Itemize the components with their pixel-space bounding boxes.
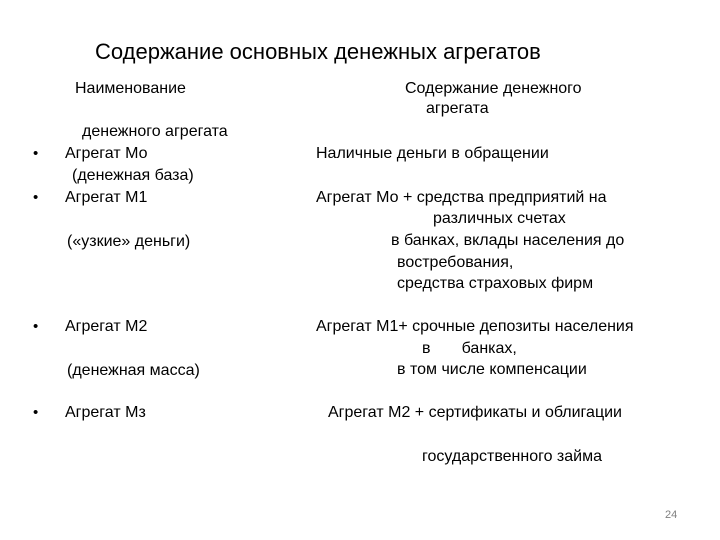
row-content-line: Агрегат Мо + средства предприятий на	[316, 189, 607, 206]
row-name: Агрегат М2	[65, 318, 148, 335]
row-content-line: в том числе компенсации	[397, 361, 587, 378]
row-content-line: Наличные деньги в обращении	[316, 145, 549, 162]
row-name: Агрегат Мз	[65, 404, 146, 421]
row-subtitle: (денежная масса)	[67, 362, 200, 379]
header-right-line2: агрегата	[426, 100, 489, 117]
bullet-icon: •	[33, 404, 39, 421]
row-name: Агрегат М1	[65, 189, 148, 206]
bullet-icon: •	[33, 145, 39, 162]
row-content-line: Агрегат М1+ срочные депозиты населения	[316, 318, 634, 335]
row-content-line: в банках, вклады населения до	[391, 232, 625, 249]
row-content-line: различных счетах	[433, 210, 566, 227]
row-content-line: востребования,	[397, 254, 514, 271]
row-subtitle: («узкие» деньги)	[67, 233, 191, 250]
bullet-icon: •	[33, 189, 39, 206]
header-left-line1: Наименование	[75, 80, 186, 97]
slide-title: Содержание основных денежных агрегатов	[95, 39, 541, 64]
row-content-line: в банках,	[422, 340, 517, 357]
page-number: 24	[665, 509, 678, 521]
row-content-line: Агрегат М2 + сертификаты и облигации	[328, 404, 622, 421]
header-right-line1: Содержание денежного	[405, 80, 582, 97]
row-content-line: государственного займа	[422, 448, 602, 465]
row-name: Агрегат Мо	[65, 145, 148, 162]
bullet-icon: •	[33, 318, 39, 335]
header-left-line2: денежного агрегата	[82, 123, 228, 140]
row-subtitle: (денежная база)	[72, 167, 194, 184]
row-content-line: средства страховых фирм	[397, 275, 594, 292]
